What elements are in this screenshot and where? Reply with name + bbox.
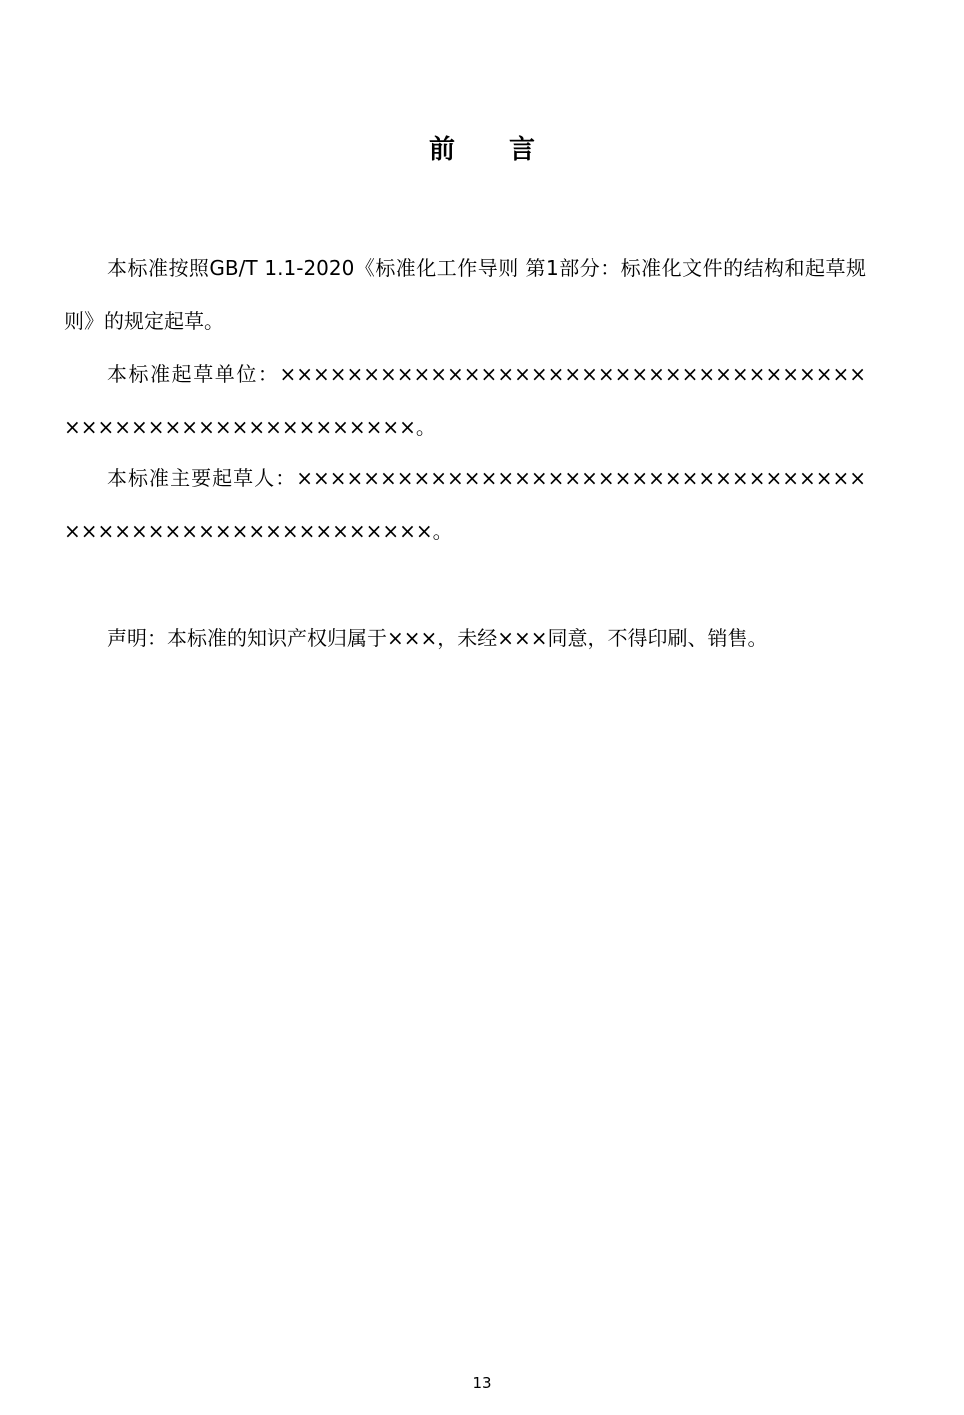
paragraph-main-drafters [64, 452, 866, 558]
paragraph-drafting-unit [64, 348, 866, 454]
page-number: 13 [472, 1374, 492, 1392]
paragraph-text: 本标准起草单位：××××××××××××××××××××××××××××××××××××××××××××××××××××××××。 [64, 362, 866, 439]
paragraph-text: 本标准主要起草人：××××××××××××××××××××××××××××××××××××××××××××××××××××××××。 [64, 466, 866, 543]
page-title [0, 132, 964, 168]
paragraph-drafting-rules [64, 242, 866, 348]
title-char-2: 言 [509, 135, 536, 165]
title-char-1: 前 [428, 135, 455, 165]
paragraph-ip-statement [64, 612, 866, 665]
paragraph-text: 本标准按照GB/T 1.1-2020《标准化工作导则 第1部分：标准化文件的结构和起草规则》的规定起草。 [64, 256, 866, 333]
paragraph-text: 声明：本标准的知识产权归属于×××，未经×××同意，不得印刷、销售。 [107, 626, 768, 650]
